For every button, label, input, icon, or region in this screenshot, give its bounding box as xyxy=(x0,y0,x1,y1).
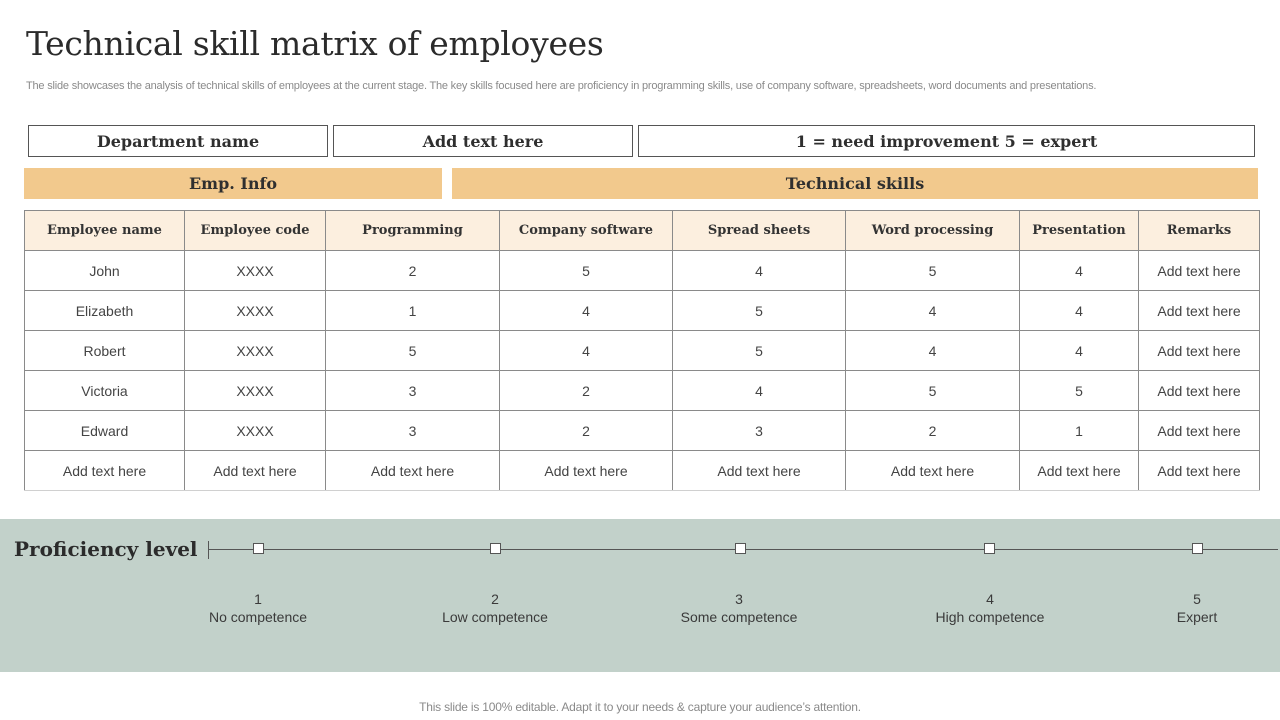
table-cell[interactable]: Add text here xyxy=(500,451,673,491)
level-label: Low competence xyxy=(442,609,548,625)
table-cell[interactable]: XXXX xyxy=(185,251,326,291)
table-cell[interactable]: XXXX xyxy=(185,411,326,451)
table-cell[interactable]: Edward xyxy=(25,411,185,451)
table-cell[interactable]: 2 xyxy=(846,411,1020,451)
level-3-marker xyxy=(735,543,746,554)
header-remarks: Remarks xyxy=(1139,211,1260,251)
table-cell[interactable]: Elizabeth xyxy=(25,291,185,331)
table-cell[interactable]: 5 xyxy=(1020,371,1139,411)
table-cell[interactable]: Add text here xyxy=(1139,331,1260,371)
table-cell[interactable]: 4 xyxy=(673,371,846,411)
table-cell[interactable]: 3 xyxy=(326,411,500,451)
level-2-marker xyxy=(490,543,501,554)
table-cell[interactable]: XXXX xyxy=(185,291,326,331)
table-cell[interactable]: 4 xyxy=(846,331,1020,371)
table-cell[interactable]: 4 xyxy=(1020,331,1139,371)
add-text-box[interactable]: Add text here xyxy=(333,125,633,157)
table-cell[interactable]: 1 xyxy=(326,291,500,331)
table-header-row xyxy=(25,211,1260,251)
level-5-marker xyxy=(1192,543,1203,554)
department-name-box[interactable]: Department name xyxy=(28,125,328,157)
level-1 xyxy=(178,590,338,626)
table-cell[interactable]: 4 xyxy=(673,251,846,291)
header-spread-sheets: Spread sheets xyxy=(673,211,846,251)
table-cell[interactable]: 5 xyxy=(326,331,500,371)
table-cell[interactable]: Add text here xyxy=(1020,451,1139,491)
table-cell[interactable]: 4 xyxy=(1020,291,1139,331)
skill-matrix-table xyxy=(24,210,1260,491)
level-4 xyxy=(910,590,1070,626)
page-title: Technical skill matrix of employees xyxy=(26,24,604,63)
header-presentation: Presentation xyxy=(1020,211,1139,251)
level-number: 3 xyxy=(735,591,743,607)
table-cell[interactable]: Add text here xyxy=(673,451,846,491)
table-cell[interactable]: XXXX xyxy=(185,371,326,411)
table-cell[interactable]: 4 xyxy=(500,291,673,331)
table-cell[interactable]: 3 xyxy=(673,411,846,451)
proficiency-title: Proficiency level xyxy=(14,537,198,561)
proficiency-panel xyxy=(0,519,1280,672)
header-employee-code: Employee code xyxy=(185,211,326,251)
table-cell[interactable]: 5 xyxy=(846,371,1020,411)
level-label: High competence xyxy=(935,609,1045,625)
header-company-software: Company software xyxy=(500,211,673,251)
table-cell[interactable]: 4 xyxy=(846,291,1020,331)
table-cell[interactable]: 1 xyxy=(1020,411,1139,451)
level-number: 2 xyxy=(491,591,499,607)
level-label: No competence xyxy=(208,609,308,625)
page-subtitle: The slide showcases the analysis of technical skills of employees at the current stage. The key skills focused here are proficiency in programming skills, use of company software, spreadsheets, word documents and presentations. xyxy=(26,80,1097,92)
table-row xyxy=(25,371,1260,411)
table-cell[interactable]: Add text here xyxy=(326,451,500,491)
level-number: 5 xyxy=(1193,591,1201,607)
table-cell[interactable]: John xyxy=(25,251,185,291)
table-cell[interactable]: 3 xyxy=(326,371,500,411)
table-row xyxy=(25,291,1260,331)
table-row xyxy=(25,451,1260,491)
header-employee-name: Employee name xyxy=(25,211,185,251)
emp-info-band: Emp. Info xyxy=(24,168,442,199)
footer-note: This slide is 100% editable. Adapt it to your needs & capture your audience’s attention. xyxy=(419,700,861,714)
table-cell[interactable]: Victoria xyxy=(25,371,185,411)
table-cell[interactable]: 2 xyxy=(500,371,673,411)
scale-start-tick xyxy=(208,541,209,559)
table-cell[interactable]: Add text here xyxy=(1139,451,1260,491)
level-3 xyxy=(659,590,819,626)
table-cell[interactable]: Add text here xyxy=(1139,411,1260,451)
table-cell[interactable]: 5 xyxy=(673,331,846,371)
table-cell[interactable]: Robert xyxy=(25,331,185,371)
table-cell[interactable]: 4 xyxy=(1020,251,1139,291)
table-cell[interactable]: Add text here xyxy=(25,451,185,491)
header-word-processing: Word processing xyxy=(846,211,1020,251)
level-label: Some competence xyxy=(680,609,798,625)
level-5 xyxy=(1117,590,1277,626)
level-number: 4 xyxy=(986,591,994,607)
table-cell[interactable]: Add text here xyxy=(1139,251,1260,291)
technical-skills-band: Technical skills xyxy=(452,168,1258,199)
table-cell[interactable]: Add text here xyxy=(1139,371,1260,411)
table-cell[interactable]: 2 xyxy=(326,251,500,291)
level-label: Expert xyxy=(1176,609,1218,625)
level-number: 1 xyxy=(254,591,262,607)
table-row xyxy=(25,411,1260,451)
level-1-marker xyxy=(253,543,264,554)
table-row xyxy=(25,251,1260,291)
header-programming: Programming xyxy=(326,211,500,251)
table-cell[interactable]: Add text here xyxy=(846,451,1020,491)
table-cell[interactable]: 4 xyxy=(500,331,673,371)
table-cell[interactable]: XXXX xyxy=(185,331,326,371)
table-cell[interactable]: Add text here xyxy=(185,451,326,491)
table-cell[interactable]: 5 xyxy=(846,251,1020,291)
level-4-marker xyxy=(984,543,995,554)
scale-legend-box: 1 = need improvement 5 = expert xyxy=(638,125,1255,157)
table-row xyxy=(25,331,1260,371)
table-cell[interactable]: 5 xyxy=(673,291,846,331)
table-cell[interactable]: 2 xyxy=(500,411,673,451)
level-2 xyxy=(415,590,575,626)
table-cell[interactable]: 5 xyxy=(500,251,673,291)
table-cell[interactable]: Add text here xyxy=(1139,291,1260,331)
